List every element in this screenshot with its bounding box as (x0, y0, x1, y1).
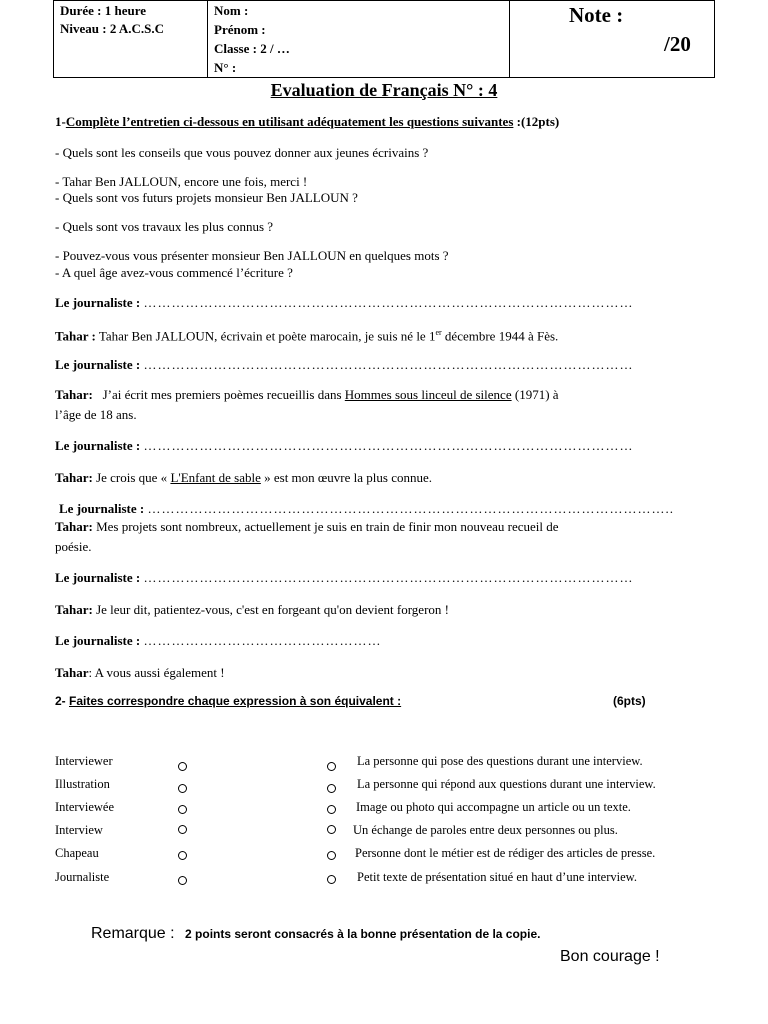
page-title: Evaluation de Français N° : 4 (270, 80, 498, 100)
tahar-answer (55, 325, 558, 344)
match-term: Illustration (55, 777, 110, 791)
section2-number: 2- (55, 694, 70, 708)
level-label: Niveau : 2 A.C.S.C (60, 21, 165, 36)
remark-text: 2 points seront consacrés à la bonne présentation de la copie. (185, 927, 541, 941)
note-total: /20 (664, 32, 691, 56)
answer-blank[interactable]: …………………………………………………………………………………………… (143, 357, 634, 372)
journalist-label: Le journaliste : (55, 357, 141, 372)
answer-blank[interactable]: …………………………………………………………………………………………… (143, 570, 634, 585)
section2-heading (55, 694, 401, 708)
question-item: - Pouvez-vous vous présenter monsieur Ben JALLOUN en quelques mots ? (55, 248, 449, 263)
tahar-answer (55, 665, 225, 681)
header-divider (207, 1, 208, 77)
name-field: Nom : (214, 3, 249, 18)
remark-label: Remarque : (91, 925, 175, 942)
journalist-line (55, 357, 633, 373)
tahar-label: Tahar (55, 665, 89, 680)
match-term: Interviewée (55, 800, 114, 814)
book-title: Hommes sous linceul de silence (344, 387, 512, 402)
question-item: - Tahar Ben JALLOUN, encore une fois, merci ! (55, 174, 308, 189)
question-item: - Quels sont vos travaux les plus connus ? (55, 219, 274, 234)
tahar-answer (55, 470, 432, 486)
journalist-label: Le journaliste : (55, 570, 141, 585)
match-term: Interview (55, 823, 103, 837)
answer-blank[interactable]: …………………………………………………………………………………………… (143, 295, 634, 310)
answer-text: (1971) à (511, 387, 559, 402)
match-dot-right[interactable] (327, 875, 336, 884)
section1-heading (55, 114, 559, 130)
answer-blank[interactable]: ………………………………………………………………………………………………….. (147, 501, 674, 516)
match-definition: Petit texte de présentation situé en haut d’une interview. (357, 870, 638, 884)
tahar-label: Tahar: (55, 470, 93, 485)
match-dot-left[interactable] (178, 762, 187, 771)
match-dot-right[interactable] (327, 784, 336, 793)
answer-text: poésie. (55, 539, 92, 554)
match-definition: La personne qui répond aux questions durant une interview. (357, 777, 656, 791)
ordinal-superscript: er (435, 328, 442, 337)
question-item: - A quel âge avez-vous commencé l’écriture ? (55, 265, 293, 280)
match-dot-left[interactable] (178, 876, 187, 885)
match-dot-right[interactable] (327, 762, 336, 771)
answer-text: J’ai écrit mes premiers poèmes recueillis dans (92, 387, 345, 402)
match-dot-right[interactable] (327, 851, 336, 860)
tahar-answer (55, 519, 559, 535)
tahar-label: Tahar: (55, 602, 93, 617)
match-dot-left[interactable] (178, 825, 187, 834)
answer-text: l’âge de 18 ans. (55, 407, 137, 422)
tahar-label: Tahar : (55, 328, 96, 344)
journalist-label: Le journaliste : (55, 438, 141, 453)
journalist-label: Le journaliste : (55, 633, 141, 648)
journalist-line (55, 633, 381, 649)
tahar-answer (55, 387, 559, 403)
match-dot-left[interactable] (178, 805, 187, 814)
answer-text: Tahar Ben JALLOUN, écrivain et poète marocain, je suis né le 1 (95, 328, 436, 344)
duration-label: Durée : 1 heure (60, 3, 147, 18)
section2-instruction: Faites correspondre chaque expression à son équivalent : (69, 694, 402, 708)
match-definition: Personne dont le métier est de rédiger des articles de presse. (355, 846, 656, 860)
section1-number: 1- (55, 114, 66, 129)
number-field: N° : (214, 60, 237, 75)
answer-text: : A vous aussi également ! (88, 665, 225, 680)
answer-blank[interactable]: …………………………………………… (143, 633, 382, 648)
match-dot-left[interactable] (178, 784, 187, 793)
answer-text: Mes projets sont nombreux, actuellement je suis en train de finir mon nouveau recueil de (92, 519, 559, 534)
journalist-line (59, 501, 674, 517)
note-label: Note : (569, 3, 624, 27)
remark-line (91, 925, 540, 943)
closing-message: Bon courage ! (560, 948, 660, 965)
match-definition: La personne qui pose des questions durant une interview. (357, 754, 643, 768)
match-term: Journaliste (55, 870, 110, 884)
answer-blank[interactable]: …………………………………………………………………………………………… (143, 438, 634, 453)
answer-text: décembre 1944 à Fès. (441, 328, 559, 344)
section2-points: (6pts) (613, 694, 646, 708)
journalist-line (55, 438, 633, 454)
section1-instruction: Complète l’entretien ci-dessous en utilisant adéquatement les questions suivantes (65, 114, 514, 129)
firstname-field: Prénom : (214, 22, 266, 37)
match-definition: Image ou photo qui accompagne un article ou un texte. (356, 800, 631, 814)
section1-points: :(12pts) (513, 114, 560, 129)
answer-text: Je leur dit, patientez-vous, c'est en forgeant qu'on devient forgeron ! (92, 602, 449, 617)
match-dot-left[interactable] (178, 851, 187, 860)
journalist-label: Le journaliste : (59, 501, 145, 516)
tahar-answer (55, 602, 449, 618)
answer-text: » est mon œuvre la plus connue. (260, 470, 432, 485)
match-dot-right[interactable] (327, 805, 336, 814)
match-dot-right[interactable] (327, 825, 336, 834)
question-item: - Quels sont vos futurs projets monsieur Ben JALLOUN ? (55, 190, 358, 205)
match-term: Interviewer (55, 754, 113, 768)
match-term: Chapeau (55, 846, 99, 860)
journalist-line (55, 570, 633, 586)
match-definition: Un échange de paroles entre deux personnes ou plus. (353, 823, 618, 837)
journalist-label: Le journaliste : (55, 295, 141, 310)
journalist-line (55, 295, 633, 311)
header-divider (509, 1, 510, 77)
book-title: L'Enfant de sable (170, 470, 261, 485)
class-field: Classe : 2 / … (214, 41, 290, 56)
header-table (53, 0, 715, 78)
tahar-label: Tahar: (55, 519, 93, 534)
question-item: - Quels sont les conseils que vous pouvez donner aux jeunes écrivains ? (55, 145, 429, 160)
tahar-label: Tahar: (55, 387, 93, 402)
answer-text: Je crois que « (92, 470, 171, 485)
